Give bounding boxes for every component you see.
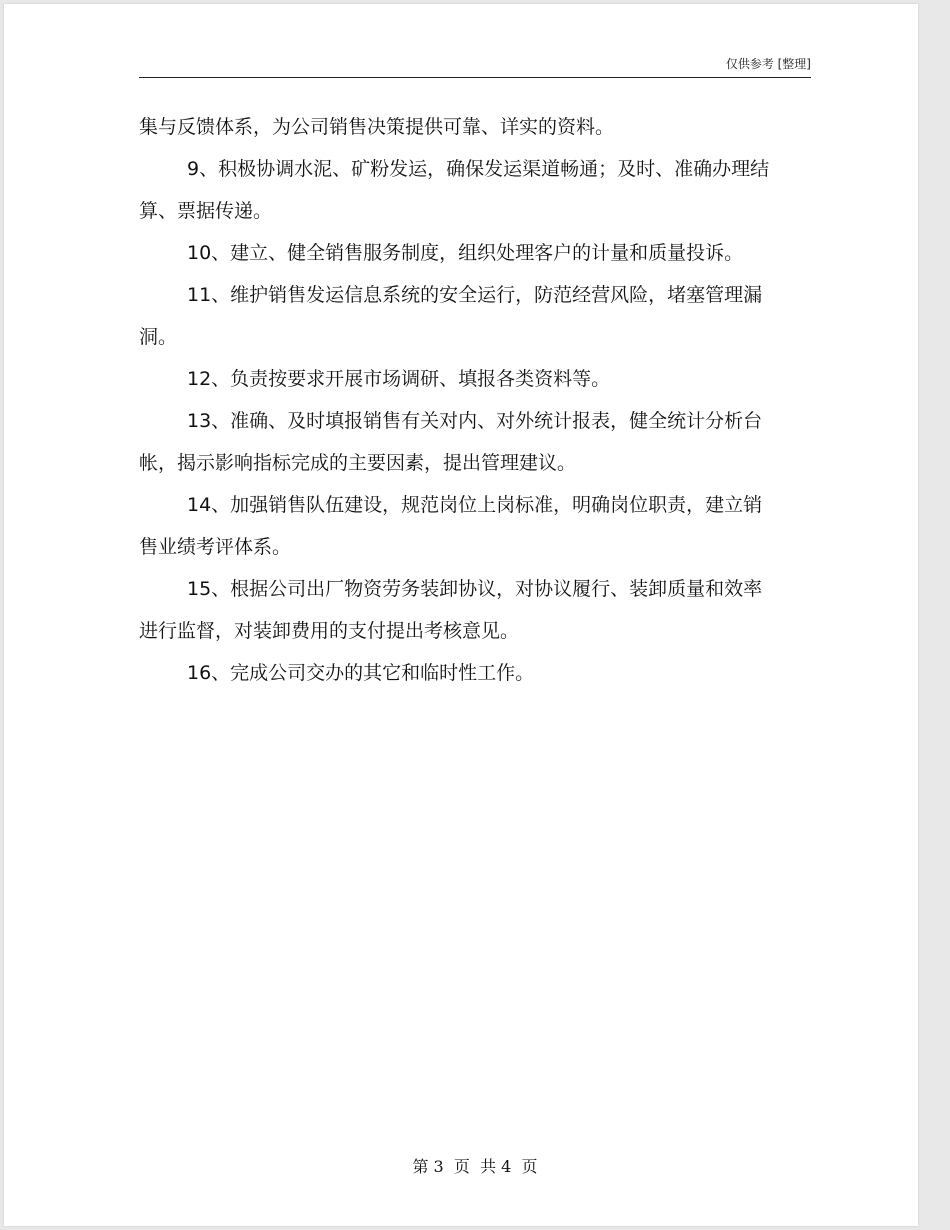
paragraph: 集与反馈体系，为公司销售决策提供可靠、详实的资料。 xyxy=(139,116,615,138)
paragraph: 16、完成公司交办的其它和临时性工作。 xyxy=(187,662,535,684)
header-label: 仅供参考 [整理] xyxy=(725,57,811,71)
paragraph: 11、维护销售发运信息系统的安全运行，防范经营风险，堵塞管理漏洞。 xyxy=(139,284,763,348)
page-header xyxy=(139,55,811,78)
document-body xyxy=(139,106,779,694)
page-footer xyxy=(0,1154,950,1177)
page-number-label: 第 3 页 共 4 页 xyxy=(412,1157,538,1176)
paragraph: 13、准确、及时填报销售有关对内、对外统计报表，健全统计分析台帐，揭示影响指标完成的主要因素，提出管理建议。 xyxy=(139,410,763,474)
paragraph: 10、建立、健全销售服务制度，组织处理客户的计量和质量投诉。 xyxy=(187,242,744,264)
paragraph: 9、积极协调水泥、矿粉发运，确保发运渠道畅通；及时、准确办理结算、票据传递。 xyxy=(139,158,770,222)
paragraph: 14、加强销售队伍建设，规范岗位上岗标准，明确岗位职责，建立销售业绩考评体系。 xyxy=(139,494,763,558)
paragraph: 12、负责按要求开展市场调研、填报各类资料等。 xyxy=(187,368,611,390)
paragraph: 15、根据公司出厂物资劳务装卸协议，对协议履行、装卸质量和效率进行监督，对装卸费用的支付提出考核意见。 xyxy=(139,578,763,642)
